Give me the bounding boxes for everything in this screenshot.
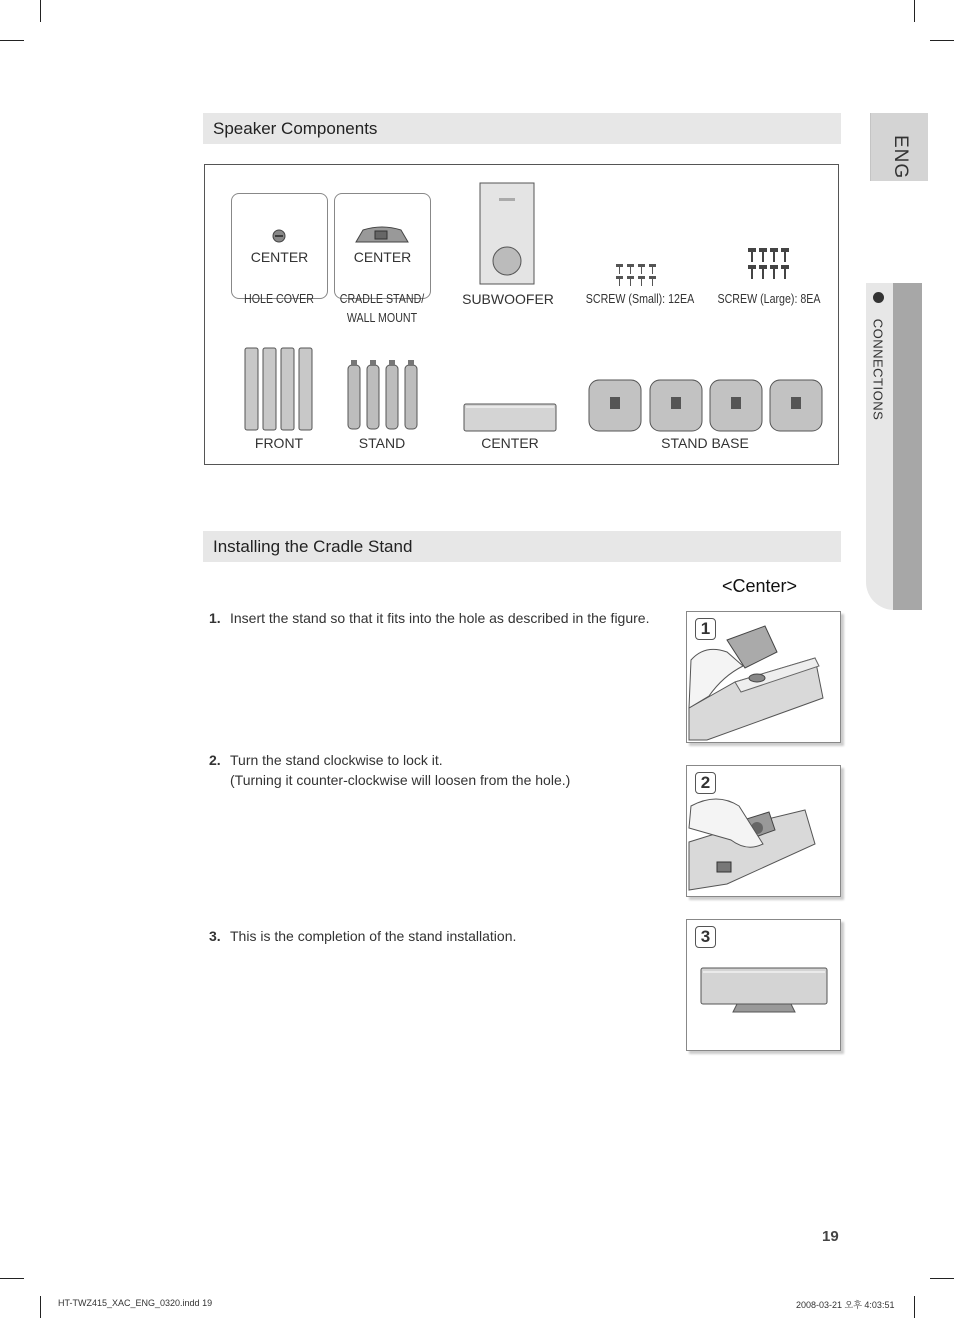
bullet-icon bbox=[873, 292, 884, 303]
crop-mark bbox=[914, 0, 915, 22]
step-number: 1. bbox=[209, 610, 221, 626]
hole-cover-top-label: CENTER bbox=[250, 249, 309, 265]
step-number: 2. bbox=[209, 752, 221, 768]
hole-cover-card bbox=[231, 193, 328, 299]
stand-base-label: STAND BASE bbox=[661, 435, 749, 451]
section-title-speaker-components: Speaker Components bbox=[203, 113, 841, 144]
step-note: (Turning it counter-clockwise will loosen from the hole.) bbox=[230, 772, 571, 788]
stand-label: STAND bbox=[358, 435, 406, 451]
step-3-figure bbox=[686, 919, 841, 1051]
chapter-label: CONNECTIONS bbox=[870, 318, 886, 421]
center-speaker-icon bbox=[463, 403, 557, 433]
page-number: 19 bbox=[822, 1228, 839, 1245]
stands-icon bbox=[346, 360, 418, 432]
footer-timestamp: 2008-03-21 오후 4:03:51 bbox=[796, 1300, 895, 1310]
screw-small-label: SCREW (Small): 12EA bbox=[585, 291, 695, 306]
front-speakers-icon bbox=[244, 347, 314, 431]
cradle-stand-card bbox=[334, 193, 431, 299]
cradle-stand-icon bbox=[353, 224, 411, 246]
components-panel bbox=[204, 164, 839, 465]
center-figure-title: <Center> bbox=[722, 576, 798, 596]
completed-stand-illustration bbox=[687, 920, 840, 1050]
turn-stand-illustration bbox=[687, 766, 840, 896]
crop-mark bbox=[930, 40, 954, 41]
large-screws-icon bbox=[747, 247, 791, 281]
hole-cover-icon bbox=[271, 229, 287, 243]
crop-mark bbox=[40, 1296, 41, 1318]
footer-file-info: HT-TWZ415_XAC_ENG_0320.indd 19 bbox=[58, 1298, 213, 1308]
step-2-figure bbox=[686, 765, 841, 897]
crop-mark bbox=[0, 1278, 24, 1279]
step-text: This is the completion of the stand installation. bbox=[230, 928, 517, 944]
front-label: FRONT bbox=[254, 435, 304, 451]
screw-large-label: SCREW (Large): 8EA bbox=[717, 291, 821, 306]
crop-mark bbox=[0, 40, 24, 41]
step-text: Turn the stand clockwise to lock it. bbox=[230, 752, 443, 768]
section-title-installing-cradle-stand: Installing the Cradle Stand bbox=[203, 531, 841, 562]
subwoofer-icon bbox=[479, 182, 537, 286]
chapter-tab-accent bbox=[893, 283, 922, 610]
language-label: ENG bbox=[890, 135, 911, 180]
step-badge: 1 bbox=[695, 618, 716, 640]
crop-mark bbox=[40, 0, 41, 22]
hole-cover-label: HOLE COVER bbox=[244, 291, 314, 306]
insert-stand-illustration bbox=[687, 612, 840, 742]
crop-mark bbox=[930, 1278, 954, 1279]
step-badge: 2 bbox=[695, 772, 716, 794]
cradle-stand-label: CRADLE STAND/ bbox=[339, 291, 425, 306]
subwoofer-label: SUBWOOFER bbox=[462, 291, 554, 307]
step-text: Insert the stand so that it fits into the hole as described in the figure. bbox=[230, 610, 650, 626]
wall-mount-label: WALL MOUNT bbox=[346, 310, 418, 325]
center-label: CENTER bbox=[481, 435, 539, 451]
step-number: 3. bbox=[209, 928, 221, 944]
small-screws-icon bbox=[614, 263, 660, 287]
cradle-top-label: CENTER bbox=[353, 249, 412, 265]
step-badge: 3 bbox=[695, 926, 716, 948]
stand-bases-icon bbox=[588, 379, 826, 433]
crop-mark bbox=[914, 1296, 915, 1318]
step-1-figure bbox=[686, 611, 841, 743]
